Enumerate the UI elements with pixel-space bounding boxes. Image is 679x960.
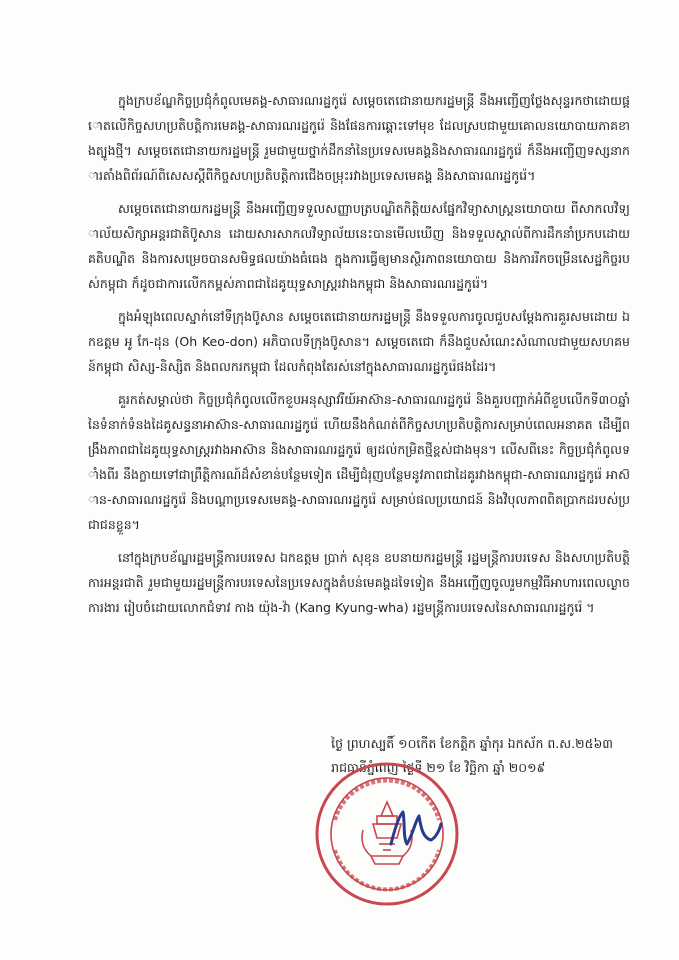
paragraph-4: គួរកត់សម្គាល់ថា កិច្ចប្រជុំកំពូលលើកខួបអនុស្សាវរីយ៍អាស៊ាន-សាធារណរដ្ឋកូរ៉េ និងគួរបញ្ជាក់អំពីខួបលើកទី៣០ឆ្នាំ នៃទំនាក់ទំនងដៃគូសន្ទនាអាស៊ាន-សាធារណរដ្ឋកូរ៉េ ហើយនឹងកំណត់ពីកិច្ចសហប្រតិបត្តិការសម្រាប់ពេលអនាគត ដើម្បីពង្រឹងភាពជាដៃគូយុទ្ធសាស្ត្ររវាងអាស៊ាន និងសាធារណរដ្ឋកូរ៉េ ឲ្យដល់កម្រិតថ្មីខ្ពស់ជាងមុន។ លើសពីនេះ កិច្ចប្រជុំកំពូលទាំងពីរ នឹងក្លាយទៅជាព្រឹត្តិការណ៍ដ៏សំខាន់បន្ថែមទៀត ដើម្បីជំរុញបន្ថែមនូវភាពជាដៃគូរវាងកម្ពុជា-សាធារណរដ្ឋកូរ៉េ អាស៊ាន-សាធារណរដ្ឋកូរ៉េ និងបណ្តាប្រទេសមេគង្គ-សាធារណរដ្ឋកូរ៉េ សម្រាប់ផលប្រយោជន៍ និងវិបុលភាពពិតប្រាកដរបស់ប្រជាជនខ្លួន។ (88, 392, 630, 532)
paragraph-2: សម្តេចតេជោនាយករដ្ឋមន្ត្រី នឹងអញ្ជើញទទួលសញ្ញាបត្របណ្ឌិតកិត្តិយសផ្នែកវិទ្យាសាស្ត្រនយោបាយ ពីសាកលវិទ្យាល័យសិក្សាអន្តរជាតិប៊ូសាន ដោយសារសាកលវិទ្យាល័យនេះបានមើលឃើញ និងទទួលស្គាល់ពីការដឹកនាំប្រកបដោយគតិបណ្ឌិត និងការសម្រេចបានសមិទ្ធផលយ៉ាងធំធេង ក្នុងការធ្វើឲ្យមានស្ថិរភាពនយោបាយ និងការរីកចម្រើនសេដ្ឋកិច្ចរបស់កម្ពុជា ក៏ដូចជាការលើកកម្ពស់ភាពជាដៃគូយុទ្ធសាស្ត្ររវាងកម្ពុជា និងសាធារណរដ្ឋកូរ៉េ។ (88, 201, 630, 291)
paragraph-3: ក្នុងអំឡុងពេលស្នាក់នៅទីក្រុងប៊ូសាន សម្តេចតេជោនាយករដ្ឋមន្ត្រី នឹងទទួលការចូលជួបសម្តែងការគួរសមដោយ ឯកឧត្តម អូ កែ-ដុន (Oh Keo-don) អភិបាលទីក្រុងប៊ូសាន។ សម្តេចតេជោ ក៏នឹងជួបសំណេះសំណាលជាមួយសហគមន៍កម្ពុជា សិស្ស-និស្សិត និងពលករកម្ពុជា ដែលកំពុងតែរស់នៅក្នុងសាធារណរដ្ឋកូរ៉េផងដែរ។ (88, 309, 630, 374)
document-body (88, 88, 630, 628)
date-solar: រាជធានីភ្នំពេញ ថ្ងៃទី ២១ ខែ វិច្ឆិកា ឆ្នាំ ២០១៩ (331, 760, 546, 775)
signature-stroke (391, 812, 441, 844)
date-lunar: ថ្ងៃ ព្រហស្បតិ៍ ១០កើត ខែកត្តិក ឆ្នាំកុរ ឯកស័ក ព.ស.២៥៦៣ (331, 736, 613, 751)
signature (385, 798, 445, 858)
paragraph-5: នៅក្នុងក្របខ័ណ្ឌរដ្ឋមន្ត្រីការបរទេស ឯកឧត្តម ប្រាក់ សុខុន ឧបនាយករដ្ឋមន្ត្រី រដ្ឋមន្ត្រីការបរទេស និងសហប្រតិបត្តិការអន្តរជាតិ រួមជាមួយរដ្ឋមន្ត្រីការបរទេសនៃប្រទេសក្នុងតំបន់មេគង្គដទៃទៀត នឹងអញ្ជើញចូលរួមកម្មវិធីអាហារពេលល្ងាចការងារ រៀបចំដោយលោកជំទាវ កាង យ៉ុង-វ៉ា (Kang Kyung-wha) រដ្ឋមន្ត្រីការបរទេសនៃសាធារណរដ្ឋកូរ៉េ ។ (88, 550, 630, 615)
paragraph-1: ក្នុងក្របខ័ណ្ឌកិច្ចប្រជុំកំពូលមេគង្គ-សាធារណរដ្ឋកូរ៉េ សម្តេចតេជោនាយករដ្ឋមន្ត្រី នឹងអញ្ជើញថ្លែងសុន្ទរកថាដោយផ្តោតលើកិច្ចសហប្រតិបត្តិការមេគង្គ-សាធារណរដ្ឋកូរ៉េ និងផែនការឆ្ពោះទៅមុខ ដែលស្របជាមួយគោលនយោបាយភាគខាងត្បូងថ្មី។ សម្តេចតេជោនាយករដ្ឋមន្ត្រី រួមជាមួយថ្នាក់ដឹកនាំនៃប្រទេសមេគង្គនិងសាធារណរដ្ឋកូរ៉េ ក៏នឹងអញ្ជើញទស្សនាការតាំងពិព័រណ៍ពិសេសស្តីពីកិច្ចសហប្រតិបត្តិការជើងចម្រុះរវាងប្រទេសមេគង្គ និងសាធារណរដ្ឋកូរ៉េ។ (88, 93, 630, 183)
